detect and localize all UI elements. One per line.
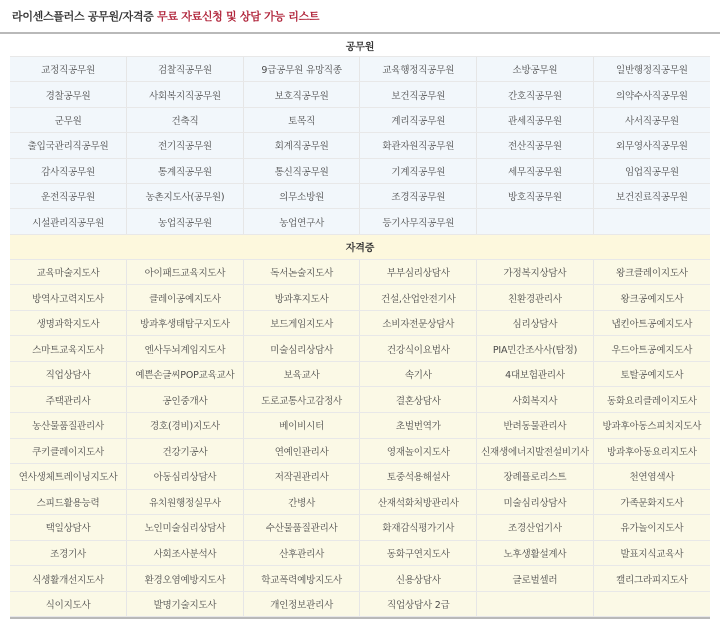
list-item[interactable]: 세무직공무원	[477, 158, 594, 183]
list-item[interactable]: 장례플로리스트	[477, 464, 594, 490]
list-item[interactable]: 간호직공무원	[477, 82, 594, 107]
table-row	[10, 209, 710, 234]
list-item[interactable]: 택일상담사	[10, 515, 127, 541]
list-item[interactable]: 직업상담사 2급	[360, 591, 477, 617]
list-item[interactable]: 의무소방원	[243, 183, 360, 208]
list-item[interactable]: 군무원	[10, 107, 127, 132]
list-item[interactable]: 회계직공무원	[243, 133, 360, 158]
list-item[interactable]: 수산물품질관리사	[243, 515, 360, 541]
list-item[interactable]: 직업상담사	[10, 361, 127, 387]
list-item[interactable]: 교정직공무원	[10, 57, 127, 82]
list-item[interactable]: 관세직공무원	[477, 107, 594, 132]
list-item[interactable]: 보건진료직공무원	[593, 183, 710, 208]
list-item[interactable]: 생명과학지도사	[10, 310, 127, 336]
list-item[interactable]: 외무영사직공무원	[593, 133, 710, 158]
list-item[interactable]: 예쁜손글씨POP교육교사	[127, 361, 244, 387]
list-item[interactable]: 사회복지사	[477, 387, 594, 413]
list-item[interactable]: 보호직공무원	[243, 82, 360, 107]
table-row	[10, 566, 710, 592]
list-item[interactable]: 베이비시터	[243, 413, 360, 439]
list-item[interactable]: 산재석화처방관리사	[360, 489, 477, 515]
list-item[interactable]: 토탈공예지도사	[593, 361, 710, 387]
list-item[interactable]: 친환경관리사	[477, 285, 594, 311]
list-item[interactable]: 토목직	[243, 107, 360, 132]
table-row	[10, 387, 710, 413]
list-item[interactable]: 동화요리클레이지도사	[593, 387, 710, 413]
jagyeokjeung-section-title: 자격증	[10, 235, 710, 260]
list-item[interactable]: 농촌지도사(공무원)	[127, 183, 244, 208]
list-item[interactable]: 사회조사분석사	[127, 540, 244, 566]
list-item[interactable]: 주택관리사	[10, 387, 127, 413]
list-item[interactable]: 연예인관리사	[243, 438, 360, 464]
jagyeokjeung-section-header	[10, 235, 710, 260]
list-item[interactable]: 통신직공무원	[243, 158, 360, 183]
list-item[interactable]: 교육마술지도사	[10, 259, 127, 285]
table-row	[10, 107, 710, 132]
table-row	[10, 361, 710, 387]
list-item[interactable]: 아이패드교육지도사	[127, 259, 244, 285]
list-item[interactable]: 토중석용해설사	[360, 464, 477, 490]
list-container	[10, 34, 710, 619]
list-item[interactable]: 공인중개사	[127, 387, 244, 413]
list-item[interactable]: 조경직공무원	[360, 183, 477, 208]
list-item[interactable]: 신재생에너지발전설비기사	[477, 438, 594, 464]
list-item[interactable]: 왕크공예지도사	[593, 285, 710, 311]
list-item[interactable]: 경호(경비)지도사	[127, 413, 244, 439]
list-item[interactable]: 가정복지상담사	[477, 259, 594, 285]
list-item[interactable]: 감사직공무원	[10, 158, 127, 183]
list-item[interactable]: 건강식이요법사	[360, 336, 477, 362]
list-item	[593, 209, 710, 234]
list-item[interactable]: 식생활개선지도사	[10, 566, 127, 592]
list-item[interactable]: 임업직공무원	[593, 158, 710, 183]
gongmuwon-section-header	[10, 34, 710, 57]
list-item[interactable]: 출입국관리직공무원	[10, 133, 127, 158]
list-item[interactable]: 방과후아동스피치지도사	[593, 413, 710, 439]
list-item[interactable]: 산후관리사	[243, 540, 360, 566]
list-item[interactable]: 노인미술심리상담사	[127, 515, 244, 541]
list-item[interactable]: 의약수사직공무원	[593, 82, 710, 107]
list-item[interactable]: 발표지식교육사	[593, 540, 710, 566]
list-item[interactable]: 검찰직공무원	[127, 57, 244, 82]
list-item[interactable]: 미술심리상담사	[477, 489, 594, 515]
table-row	[10, 438, 710, 464]
list-item[interactable]: 저작권관리사	[243, 464, 360, 490]
list-item[interactable]: PIA민간조사사(탐정)	[477, 336, 594, 362]
list-item[interactable]: 소방공무원	[477, 57, 594, 82]
list-item[interactable]: 시설관리직공무원	[10, 209, 127, 234]
list-item[interactable]: 화관자원직공무원	[360, 133, 477, 158]
list-item[interactable]: 아동심리상담사	[127, 464, 244, 490]
list-item[interactable]: 등기사무직공무원	[360, 209, 477, 234]
list-item[interactable]: 일반행정직공무원	[593, 57, 710, 82]
list-item[interactable]: 방호직공무원	[477, 183, 594, 208]
page-header	[0, 0, 720, 34]
gongmuwon-table	[10, 34, 710, 235]
table-row	[10, 515, 710, 541]
list-item[interactable]: 발명기술지도사	[127, 591, 244, 617]
list-item[interactable]: 영재놀이지도사	[360, 438, 477, 464]
list-item[interactable]: 환경오염예방지도사	[127, 566, 244, 592]
header-prefix: 라이센스플러스 공무원/자격증	[12, 10, 154, 23]
list-item[interactable]: 간병사	[243, 489, 360, 515]
list-item[interactable]: 통계직공무원	[127, 158, 244, 183]
list-item[interactable]: 왕크클레이지도사	[593, 259, 710, 285]
list-item[interactable]: 조경기사	[10, 540, 127, 566]
list-item[interactable]: 4대보험관리사	[477, 361, 594, 387]
list-item[interactable]: 농산물품질관리사	[10, 413, 127, 439]
list-item[interactable]: 사회복지직공무원	[127, 82, 244, 107]
list-item[interactable]: 교육행정직공무원	[360, 57, 477, 82]
list-item[interactable]: 보건직공무원	[360, 82, 477, 107]
header-highlight: 무료 자료신청 및 상담 가능 리스트	[157, 10, 320, 23]
list-item[interactable]: 소비자전문상담사	[360, 310, 477, 336]
list-item[interactable]: 계리직공무원	[360, 107, 477, 132]
list-item[interactable]: 초벌번역가	[360, 413, 477, 439]
list-item	[477, 209, 594, 234]
list-item[interactable]: 유치원행정실무사	[127, 489, 244, 515]
list-item[interactable]: 경찰공무원	[10, 82, 127, 107]
list-item[interactable]: 쿠키클레이지도사	[10, 438, 127, 464]
gongmuwon-section-title: 공무원	[10, 34, 710, 57]
list-item[interactable]: 식이지도사	[10, 591, 127, 617]
list-item[interactable]: 개인정보관리사	[243, 591, 360, 617]
list-item[interactable]: 농업직공무원	[127, 209, 244, 234]
list-item[interactable]: 건설,산업안전기사	[360, 285, 477, 311]
list-item[interactable]: 결혼상담사	[360, 387, 477, 413]
table-row	[10, 336, 710, 362]
list-item[interactable]: 방과후아동요리지도사	[593, 438, 710, 464]
table-row	[10, 540, 710, 566]
table-row	[10, 259, 710, 285]
list-item[interactable]: 동화구연지도사	[360, 540, 477, 566]
list-item[interactable]: 운전직공무원	[10, 183, 127, 208]
list-item[interactable]: 천연염색사	[593, 464, 710, 490]
table-row	[10, 591, 710, 617]
table-row	[10, 158, 710, 183]
table-row	[10, 310, 710, 336]
table-row	[10, 82, 710, 107]
list-item[interactable]: 우드아트공예지도사	[593, 336, 710, 362]
list-item[interactable]: 농업연구사	[243, 209, 360, 234]
list-item[interactable]: 방과후생태탐구지도사	[127, 310, 244, 336]
list-item[interactable]: 조경산업기사	[477, 515, 594, 541]
list-item[interactable]: 심리상담사	[477, 310, 594, 336]
list-item[interactable]: 반려동물관리사	[477, 413, 594, 439]
list-item[interactable]: 미술심리상담사	[243, 336, 360, 362]
list-item[interactable]: 9급공무원 유망직종	[243, 57, 360, 82]
list-item[interactable]: 전산직공무원	[477, 133, 594, 158]
list-item[interactable]: 기계직공무원	[360, 158, 477, 183]
list-item[interactable]: 스마트교육지도사	[10, 336, 127, 362]
list-item[interactable]: 연사생체트레이닝지도사	[10, 464, 127, 490]
list-item[interactable]: 건축직	[127, 107, 244, 132]
list-item[interactable]: 가족문화지도사	[593, 489, 710, 515]
list-item	[593, 591, 710, 617]
list-item[interactable]: 방과후지도사	[243, 285, 360, 311]
list-item[interactable]: 사서직공무원	[593, 107, 710, 132]
table-row	[10, 133, 710, 158]
list-item[interactable]: 스피드활용능력	[10, 489, 127, 515]
list-item[interactable]: 냅킨아트공예지도사	[593, 310, 710, 336]
list-item[interactable]: 엔사두뇌계임지도사	[127, 336, 244, 362]
table-row	[10, 464, 710, 490]
list-item[interactable]: 노후생활설계사	[477, 540, 594, 566]
jagyeokjeung-table	[10, 235, 710, 618]
list-item[interactable]: 클레이공예지도사	[127, 285, 244, 311]
list-item[interactable]: 캘리그라피지도사	[593, 566, 710, 592]
table-row	[10, 57, 710, 82]
list-item	[477, 591, 594, 617]
table-row	[10, 285, 710, 311]
list-item[interactable]: 건강기공사	[127, 438, 244, 464]
list-item[interactable]: 유가놀이지도사	[593, 515, 710, 541]
list-item[interactable]: 도로교통사고감정사	[243, 387, 360, 413]
table-row	[10, 183, 710, 208]
list-item[interactable]: 보드게임지도사	[243, 310, 360, 336]
list-item[interactable]: 전기직공무원	[127, 133, 244, 158]
list-item[interactable]: 방역사고력지도사	[10, 285, 127, 311]
list-item[interactable]: 신용상담사	[360, 566, 477, 592]
list-item[interactable]: 학교폭력예방지도사	[243, 566, 360, 592]
list-item[interactable]: 독서논술지도사	[243, 259, 360, 285]
list-item[interactable]: 글로벌셀러	[477, 566, 594, 592]
list-item[interactable]: 부부심리상담사	[360, 259, 477, 285]
list-item[interactable]: 보육교사	[243, 361, 360, 387]
table-row	[10, 489, 710, 515]
list-item[interactable]: 화재감식평가기사	[360, 515, 477, 541]
list-item[interactable]: 속기사	[360, 361, 477, 387]
table-row	[10, 413, 710, 439]
